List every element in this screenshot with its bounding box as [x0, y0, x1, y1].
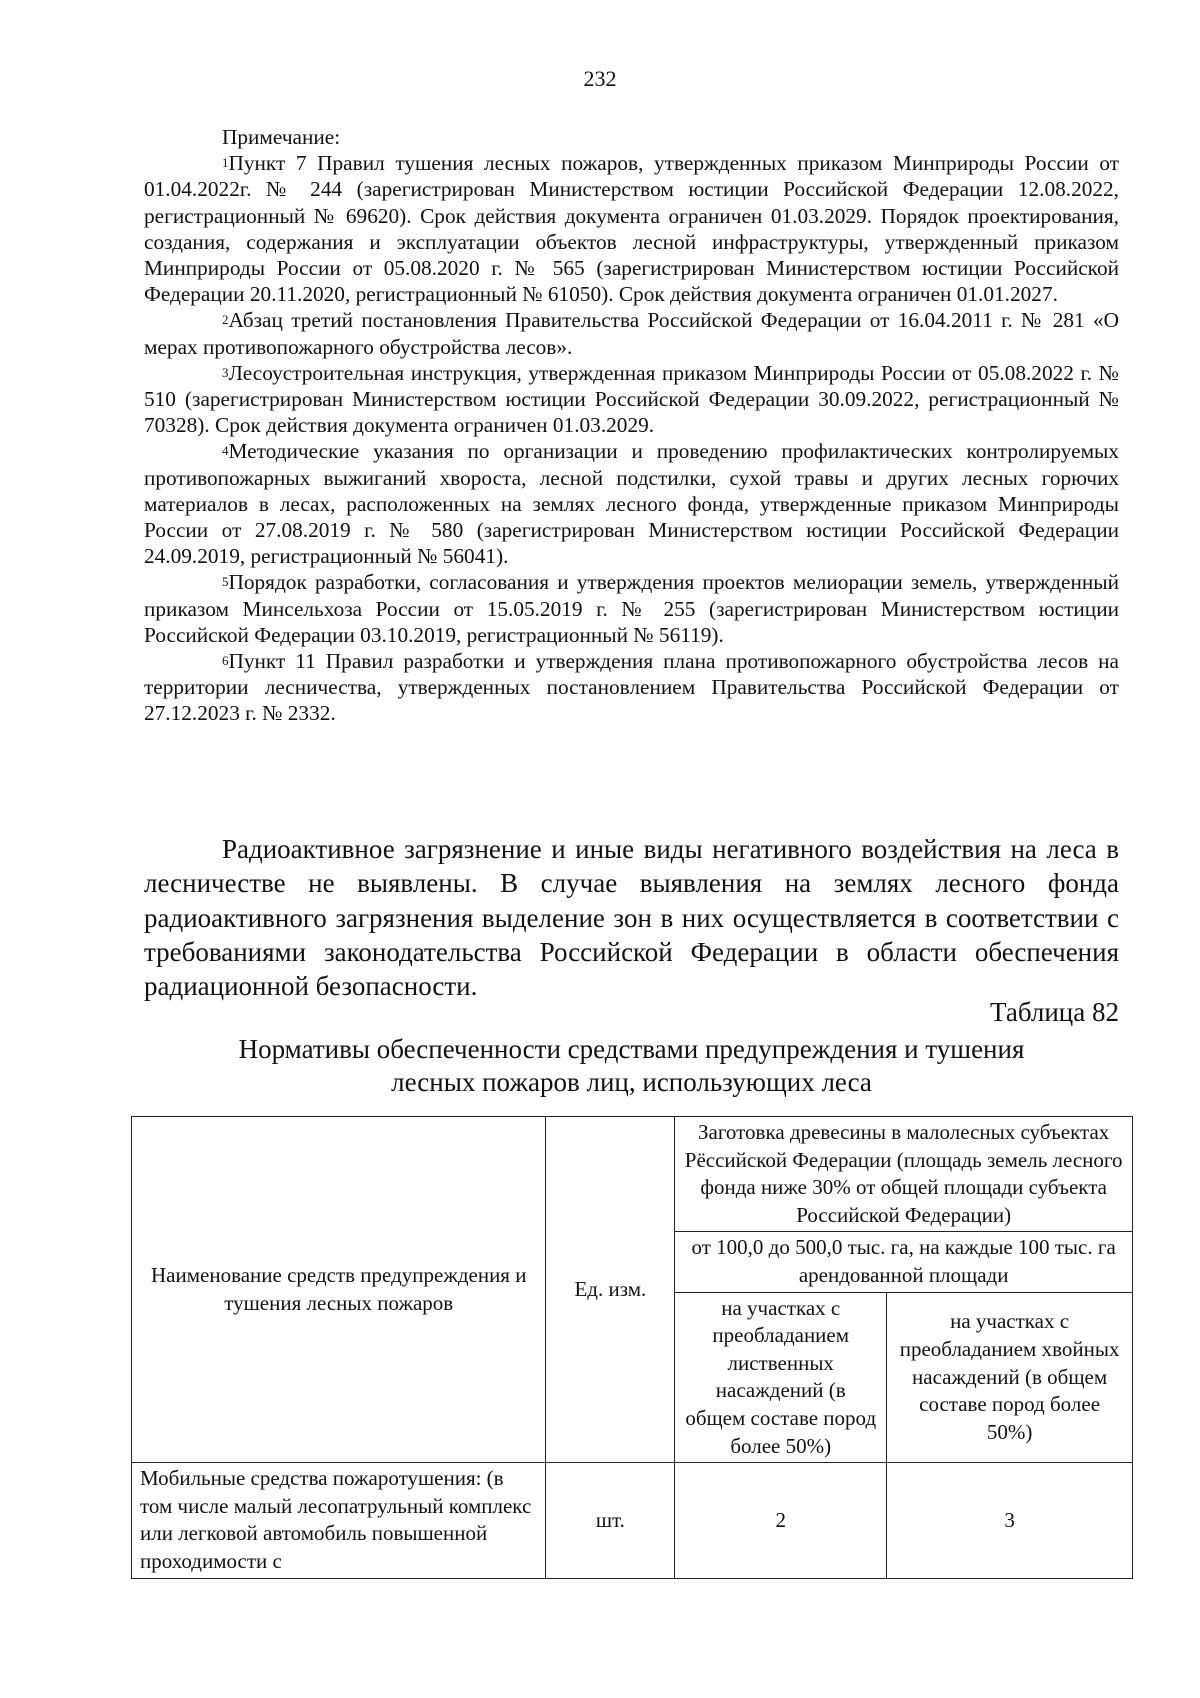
header-unit: Ед. изм. [546, 1117, 675, 1463]
footnote-1 [144, 150, 1119, 307]
header-subgroup: от 100,0 до 500,0 тыс. га, на каждые 100 тыс. га арендованной площади [675, 1232, 1133, 1292]
footnote-text: Пункт 11 Правил разработки и утверждения плана противопожарного обустройства лесов на территории лесничества, утвержденных постановлением Правительства Российской Федерации от 27.12.2023 г. № 2332. [144, 649, 1119, 726]
table-header-row [132, 1117, 1133, 1232]
header-coniferous: на участках с преобладанием хвойных насаждений (в общем составе пород более 50%) [887, 1292, 1133, 1463]
table-title-line: Нормативы обеспеченности средствами предупреждения и тушения [238, 1034, 1025, 1064]
cell-name: Мобильные средства пожаротушения: (в том числе малый лесопатрульный комплекс или легковой автомобиль повышенной проходимости с [132, 1463, 546, 1578]
footnote-4 [144, 438, 1119, 569]
footnote-text: Порядок разработки, согласования и утверждения проектов мелиорации земель, утвержденный приказом Минсельхоза России от 15.05.2019 г. № 255 (зарегистрирован Министерством юстиции Российской Федерации 03.10.2019, регистрационный № 56119). [144, 570, 1119, 647]
header-deciduous: на участках с преобладанием лиственных насаждений (в общем составе пород более 50%) [675, 1292, 887, 1463]
footnote-3 [144, 360, 1119, 439]
header-name: Наименование средств предупреждения и тушения лесных пожаров [132, 1117, 546, 1463]
footnote-text: Методические указания по организации и проведению профилактических контролируемых противопожарных выжиганий хвороста, лесной подстилки, сухой травы и других лесных горючих материалов в лесах, расположенных на землях лесного фонда, утвержденные приказом Минприроды России от 27.08.2019 г. № 580 (зарегистрирован Министерством юстиции Российской Федерации 24.09.2019, регистрационный № 56041). [144, 439, 1119, 569]
footnote-text: Пункт 7 Правил тушения лесных пожаров, утвержденных приказом Минприроды России от 01.04.2022г. № 244 (зарегистрирован Министерством юстиции Российской Федерации 12.08.2022, регистрационный № 69620). Срок действия документа ограничен 01.03.2029. Порядок проектирования, создания, содержания и эксплуатации объектов лесной инфраструктуры, утвержденный приказом Минприроды России от 05.08.2020 г. № 565 (зарегистрирован Министерством юстиции Российской Федерации 20.11.2020, регистрационный № 61050). Срок действия документа ограничен 01.01.2027. [144, 151, 1119, 307]
header-group: Заготовка древесины в малолесных субъектах Рёссийской Федерации (площадь земель лесного фонда ниже 30% от общей площади субъекта Российской Федерации) [675, 1117, 1133, 1232]
footnote-text: Лесоустроительная инструкция, утвержденная приказом Минприроды России от 05.08.2022 г. № 510 (зарегистрирован Министерством юстиции Российской Федерации 30.09.2022, регистрационный № 70328). Срок действия документа ограничен 01.03.2029. [144, 360, 1119, 438]
footnote-6 [144, 648, 1119, 727]
footnote-number: 6 [222, 653, 229, 669]
footnotes [144, 124, 1119, 727]
notes-heading: Примечание: [222, 125, 341, 149]
footnote-2 [144, 307, 1119, 359]
main-paragraph: Радиоактивное загрязнение и иные виды негативного воздействия на леса в лесничестве не выявлены. В случае выявления на землях лесного фонда радиоактивного загрязнения выделение зон в них осуществляется в соответствии с требованиями законодательства Российской Федерации в области обеспечения радиационной безопасности. [144, 834, 1119, 1002]
footnote-number: 1 [222, 155, 229, 171]
footnote-5 [144, 569, 1119, 648]
cell-deciduous: 2 [675, 1463, 887, 1578]
table-title [144, 1033, 1119, 1099]
footnote-number: 2 [222, 312, 229, 328]
footnote-number: 5 [222, 574, 229, 590]
footnote-number: 4 [222, 443, 229, 459]
table-row [132, 1463, 1133, 1578]
cell-unit: шт. [546, 1463, 675, 1578]
table-number: Таблица 82 [990, 997, 1119, 1027]
norms-table [131, 1116, 1133, 1579]
main-text [144, 832, 1119, 1003]
page-number: 232 [583, 66, 617, 91]
footnote-number: 3 [222, 364, 229, 380]
footnote-text: Абзац третий постановления Правительства Российской Федерации от 16.04.2011 г. № 281 «О мерах противопожарного обустройства лесов». [144, 308, 1119, 359]
cell-coniferous: 3 [887, 1463, 1133, 1578]
table-title-line: лесных пожаров лиц, использующих леса [391, 1067, 872, 1097]
